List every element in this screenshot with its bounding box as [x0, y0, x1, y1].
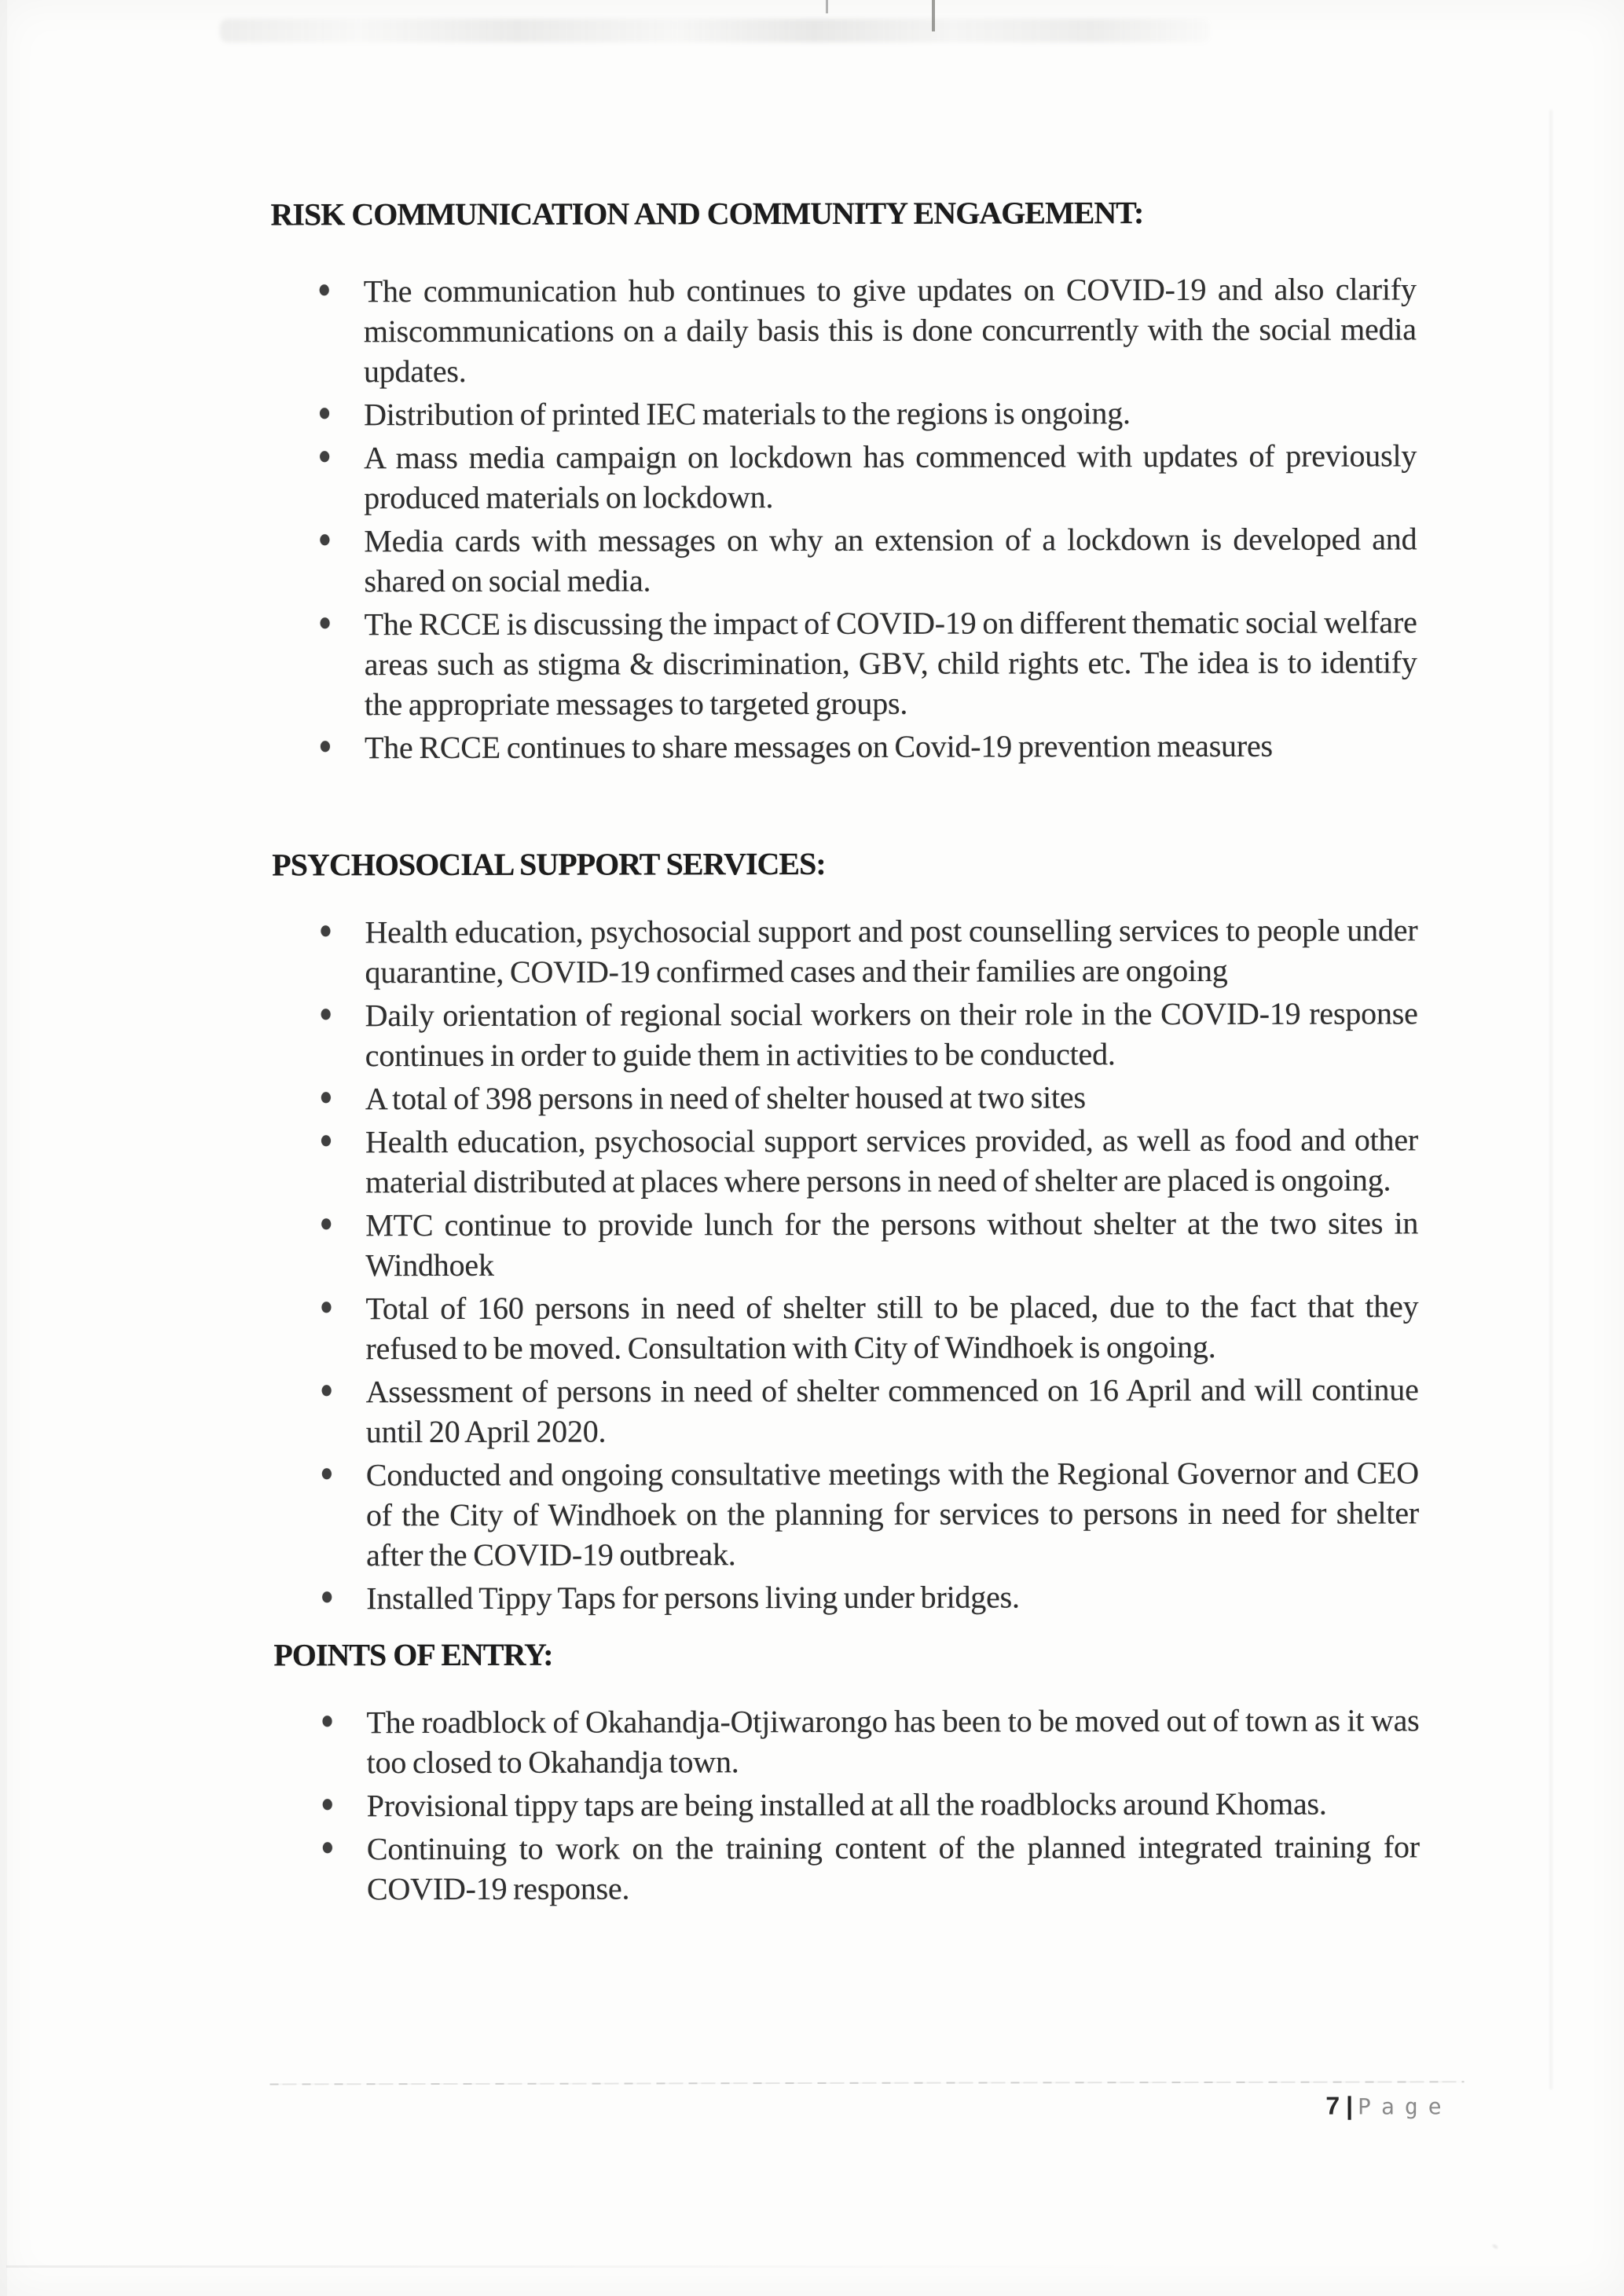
bullet-text: Assessment of persons in need of shelter commenced on 16 April and will continue until 20 April 2020. — [365, 1371, 1419, 1450]
bullet-item — [367, 1783, 1420, 1825]
bullet-icon — [321, 617, 330, 628]
bullet-icon — [321, 925, 330, 936]
bullet-item — [366, 1452, 1419, 1575]
bullet-list — [271, 269, 1427, 767]
bullet-item — [365, 910, 1417, 992]
bullet-text: Continuing to work on the training content of the planned integrated training for COVID-19 response. — [366, 1829, 1420, 1907]
bullet-item — [366, 1700, 1419, 1782]
section-psychosocial-support — [272, 840, 1428, 1621]
bullet-item — [364, 435, 1417, 518]
page-footer — [1212, 2091, 1452, 2121]
bullet-text: The RCCE is discussing the impact of COVID-19 on different thematic social welfare areas such as stigma & discrimination, GBV, child rights etc. The idea is to identify the appropriate messages to targeted groups. — [364, 604, 1417, 723]
bullet-item — [365, 1203, 1418, 1285]
bullet-icon — [320, 451, 329, 462]
bullet-text: A mass media campaign on lockdown has commenced with updates of previously produced materials on lockdown. — [364, 438, 1417, 516]
bullet-text: Provisional tippy taps are being installed at all the roadblocks around Khomas. — [366, 1785, 1327, 1824]
bullet-item — [365, 993, 1418, 1075]
bullet-list — [273, 1700, 1429, 1909]
bullet-item — [365, 1076, 1418, 1119]
bullet-item — [364, 518, 1417, 601]
bullet-text: Installed Tippy Taps for persons living under bridges. — [366, 1579, 1020, 1617]
section-heading: RISK COMMUNICATION AND COMMUNITY ENGAGEMENT: — [270, 195, 1144, 233]
bullet-icon — [321, 1302, 331, 1313]
bullet-text: The communication hub continues to give updates on COVID-19 and also clarify miscommunications on a daily basis this is done concurrently with the social media updates. — [363, 271, 1417, 390]
footer-divider-line — [269, 2081, 1464, 2085]
bullet-icon — [323, 1799, 332, 1810]
page-number: 7 — [1325, 2091, 1340, 2120]
bullet-item — [367, 1826, 1420, 1909]
bullet-item — [365, 1286, 1418, 1368]
bullet-icon — [322, 1468, 332, 1479]
bullet-icon — [321, 1092, 331, 1103]
section-points-of-entry — [273, 1631, 1429, 1912]
bullet-icon — [320, 284, 329, 295]
bullet-icon — [321, 741, 330, 752]
bullet-icon — [320, 534, 329, 545]
bullet-icon — [323, 1842, 332, 1853]
bullet-icon — [321, 1009, 331, 1020]
bullet-text: Conducted and ongoing consultative meetings with the Regional Governor and CEO of the City of Windhoek on the planning for services to persons in need for shelter after the COVID-19 outbreak. — [365, 1455, 1420, 1573]
bullet-text: A total of 398 persons in need of shelter housed at two sites — [365, 1079, 1086, 1117]
bullet-icon — [322, 1385, 332, 1396]
section-heading: POINTS OF ENTRY: — [273, 1636, 553, 1673]
section-heading: PSYCHOSOCIAL SUPPORT SERVICES: — [272, 845, 826, 883]
bullet-text: Distribution of printed IEC materials to the regions is ongoing. — [363, 395, 1131, 433]
bullet-text: Media cards with messages on why an extension of a lockdown is developed and shared on social media. — [364, 521, 1417, 599]
bullet-icon — [322, 1591, 332, 1602]
bullet-text: Health education, psychosocial support and post counselling services to people under quarantine, COVID-19 confirmed cases and their families are ongoing — [365, 912, 1418, 991]
bullet-item — [365, 725, 1417, 767]
bullet-icon — [323, 1716, 332, 1727]
bullet-text: The RCCE continues to share messages on Covid-19 prevention measures — [364, 727, 1273, 766]
bullet-item — [366, 1369, 1419, 1452]
bullet-item — [364, 269, 1417, 391]
bullet-icon — [320, 408, 329, 419]
footer-separator: | — [1346, 2091, 1354, 2120]
bullet-item — [365, 1119, 1418, 1202]
bullet-icon — [321, 1135, 331, 1146]
bullet-item — [364, 392, 1417, 434]
bullet-list — [272, 910, 1428, 1618]
bullet-text: Daily orientation of regional social workers on their role in the COVID-19 response continues in order to guide them in activities to be conducted. — [365, 995, 1418, 1074]
section-risk-communication — [270, 190, 1427, 771]
bullet-text: Health education, psychosocial support services provided, as well as food and other material distributed at places where persons in need of shelter are placed is ongoing. — [365, 1122, 1419, 1200]
bullet-text: MTC continue to provide lunch for the persons without shelter at the two sites in Windhoek — [365, 1205, 1419, 1283]
bullet-item — [366, 1576, 1419, 1618]
bullet-text: The roadblock of Okahandja-Otjiwarongo has been to be moved out of town as it was too closed to Okahandja town. — [366, 1702, 1420, 1781]
bullet-item — [365, 602, 1417, 724]
bullet-icon — [321, 1218, 331, 1229]
bullet-text: Total of 160 persons in need of shelter still to be placed, due to the fact that they refused to be moved. Consultation with City of Windhoek is ongoing. — [365, 1288, 1419, 1367]
footer-page-label: Page — [1358, 2093, 1452, 2120]
